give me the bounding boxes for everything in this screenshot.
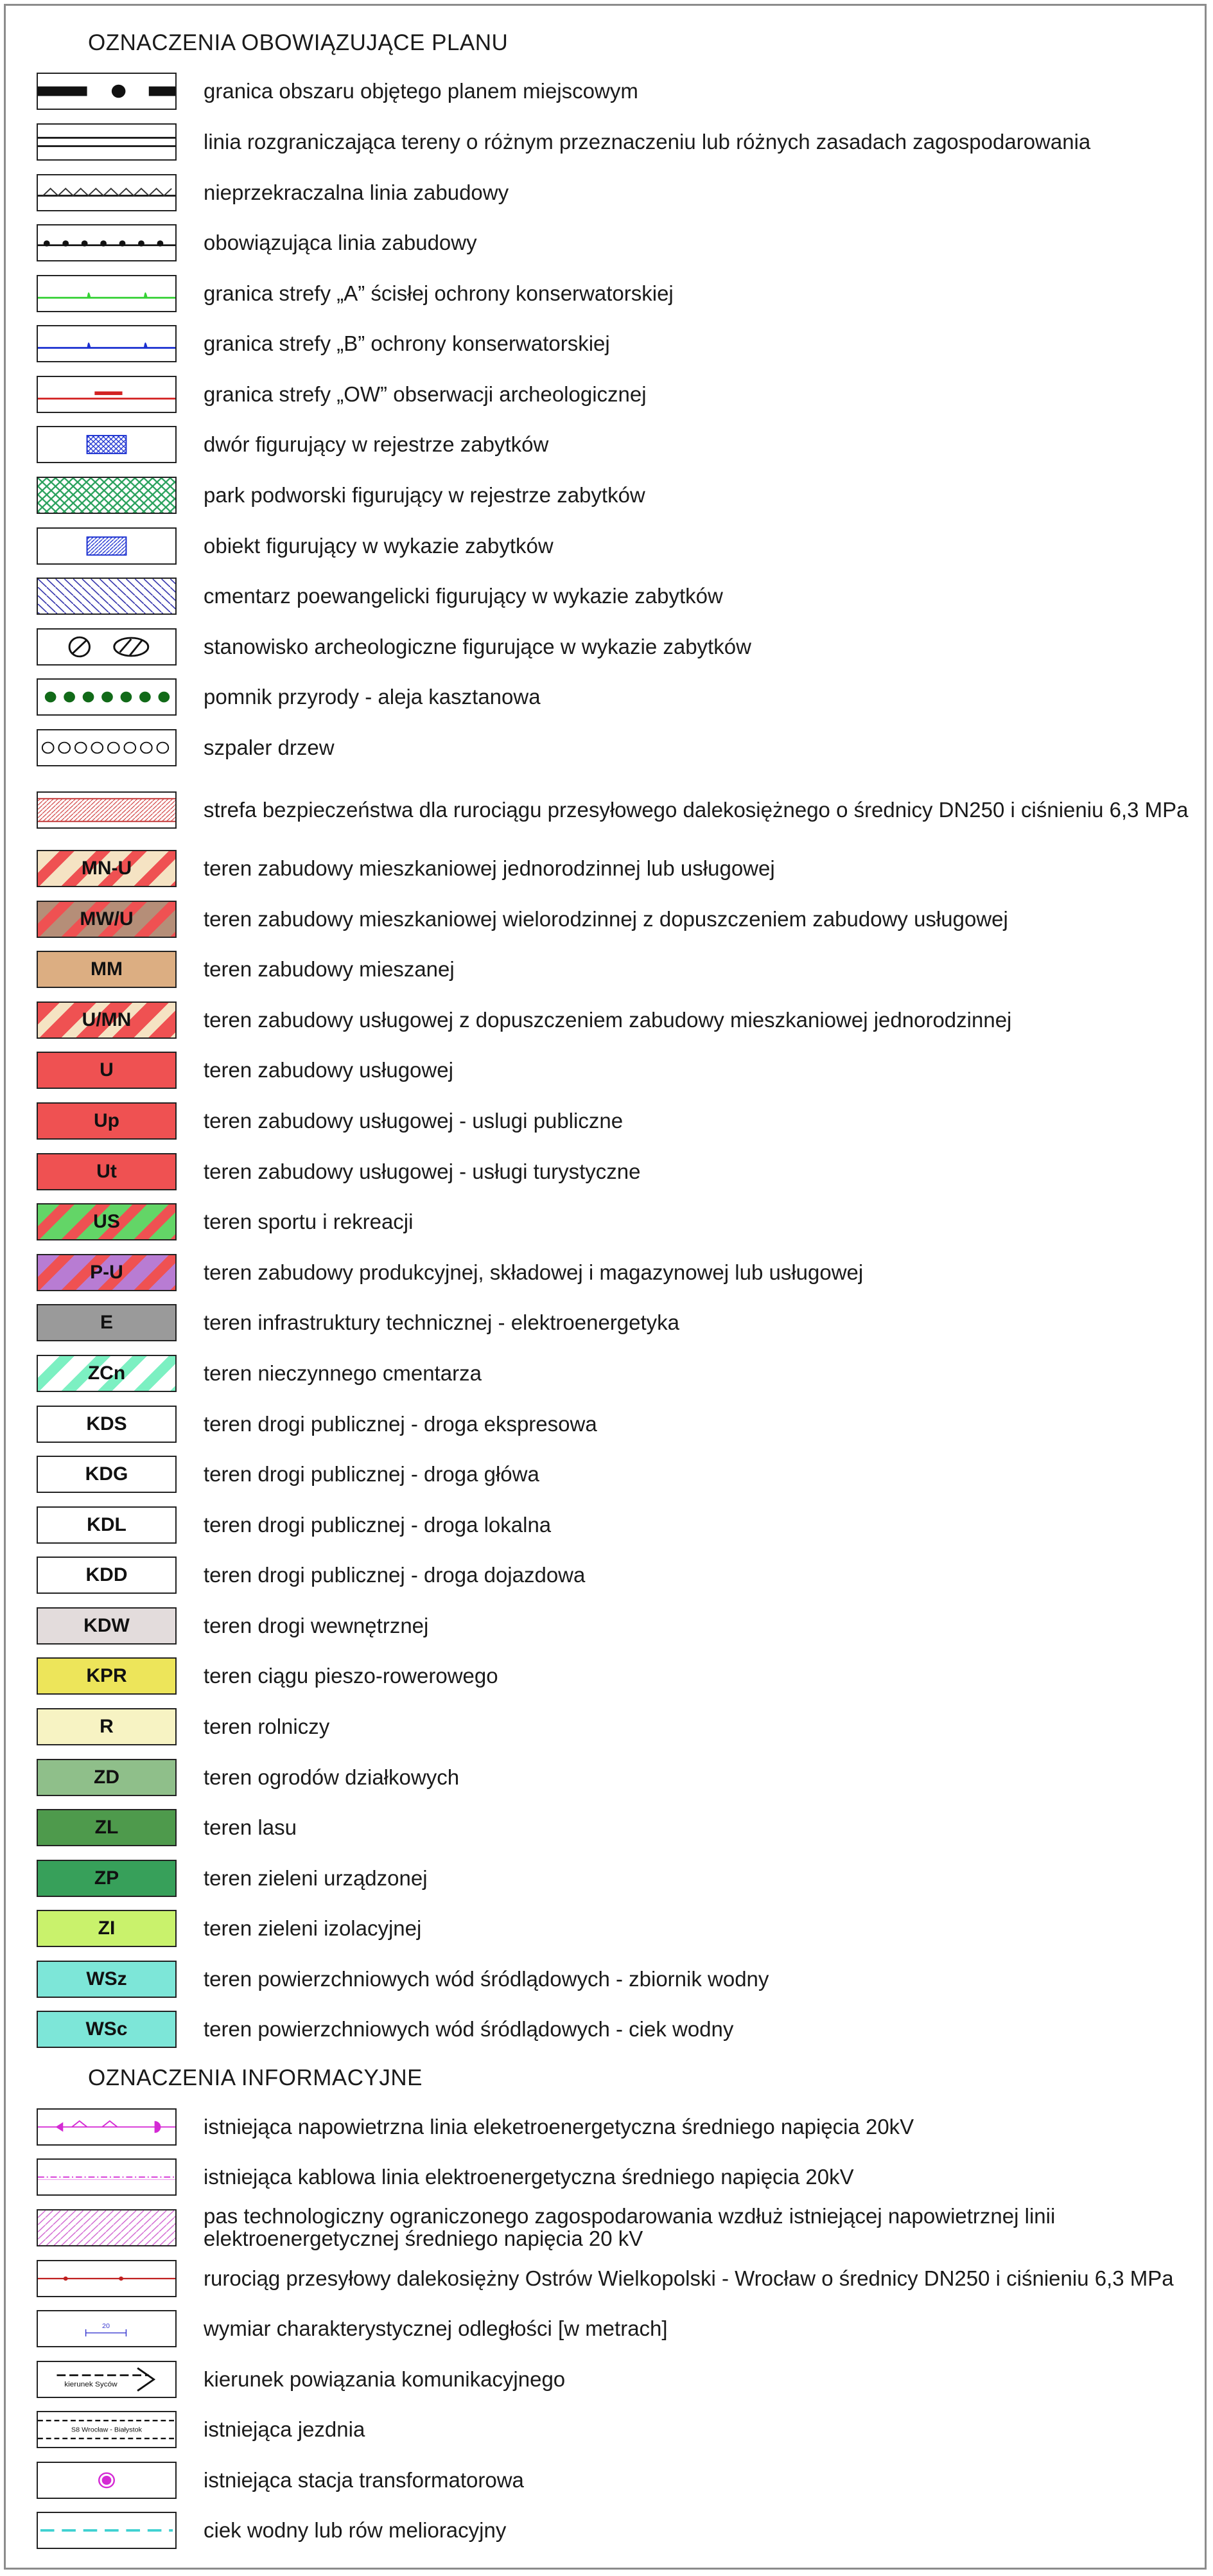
legend-label: teren zabudowy usługowej z dopuszczeniem zabudowy mieszkaniowej jednorodzinnej [204, 1007, 1012, 1032]
striped-fill-icon [37, 1254, 177, 1291]
zone-code: KPR [86, 1665, 127, 1686]
substation-icon [37, 2462, 177, 2499]
legend-row-dimension [6, 2310, 1209, 2347]
legend-label: istniejąca jezdnia [204, 2417, 365, 2441]
legend-row-zp [6, 1860, 1209, 1897]
legend-label: teren zabudowy usługowej - uslugi publiczne [204, 1108, 624, 1133]
striped-fill-icon [37, 850, 177, 887]
legend-row-up [6, 1102, 1209, 1140]
zone-code: Up [94, 1110, 119, 1131]
legend-label: teren sportu i rekreacji [204, 1209, 414, 1233]
legend-row-kdg [6, 1456, 1209, 1493]
boundary-line-icon [37, 73, 177, 110]
legend-label: pomnik przyrody - aleja kasztanowa [204, 684, 541, 709]
solid-fill-icon [37, 1961, 177, 1998]
legend-label: granica obszaru objętego planem miejscowym [204, 78, 638, 103]
legend-row-us [6, 1203, 1209, 1240]
red-hatch-icon [37, 791, 177, 829]
legend-row-kdd [6, 1557, 1209, 1594]
zone-code: E [100, 1312, 113, 1333]
legend-label: obiekt figurujący w wykazie zabytków [204, 533, 554, 558]
overhead-power-line-icon [37, 2108, 177, 2146]
legend-row-kdw [6, 1607, 1209, 1645]
zone-code: ZI [98, 1918, 116, 1939]
legend-label: dwór figurujący w rejestrze zabytków [204, 432, 549, 456]
roadway-icon [37, 2411, 177, 2448]
striped-fill-icon [37, 1203, 177, 1240]
legend-label: teren drogi publicznej - droga lokalna [204, 1512, 552, 1537]
legend-label: teren zabudowy usługowej [204, 1057, 453, 1082]
legend-label: nieprzekraczalna linia zabudowy [204, 180, 509, 204]
legend-row-kdl [6, 1506, 1209, 1544]
green-zone-line-icon [37, 275, 177, 312]
legend-label: teren drogi publicznej - droga dojazdowa [204, 1562, 586, 1587]
zone-code: U/MN [82, 1009, 132, 1030]
direction-sample-text: kierunek Syców [64, 2381, 118, 2389]
red-zone-line-icon [37, 376, 177, 413]
legend-row-nature-monument [6, 678, 1209, 716]
green-dots-icon [37, 678, 177, 716]
solid-fill-icon [37, 1860, 177, 1897]
legend-row-overhead-line [6, 2108, 1209, 2146]
legend-row-manor-register [6, 426, 1209, 463]
zone-code: US [93, 1211, 120, 1232]
legend-label: teren lasu [204, 1815, 297, 1839]
legend-row-tech-strip [6, 2204, 1209, 2250]
solid-fill-icon [37, 1506, 177, 1544]
solid-fill-icon [37, 951, 177, 988]
legend-row-e [6, 1304, 1209, 1341]
zone-code: MW/U [80, 908, 134, 930]
zone-code: MM [91, 958, 123, 980]
legend-label: granica strefy „A” ścisłej ochrony konserwatorskiej [204, 281, 674, 305]
legend-row-zl [6, 1809, 1209, 1846]
open-circles-icon [37, 729, 177, 766]
legend-label: linia rozgraniczająca tereny o różnym przeznaczeniu lub różnych zasadach zagospodarowania [204, 129, 1091, 154]
legend-row-mm [6, 951, 1209, 988]
legend-row-zone-a-boundary [6, 275, 1209, 312]
solid-fill-icon [37, 1910, 177, 1947]
zone-code: Ut [96, 1161, 117, 1182]
legend-label: teren infrastruktury technicznej - elektroenergetyka [204, 1310, 680, 1334]
solid-fill-icon [37, 1708, 177, 1745]
legend-row-u-mn [6, 1001, 1209, 1039]
solid-fill-icon [37, 1809, 177, 1846]
legend-label: granica strefy „B” ochrony konserwatorskiej [204, 331, 610, 355]
legend-label: istniejąca stacja transformatorowa [204, 2467, 524, 2492]
direction-arrow-icon [37, 2361, 177, 2398]
legend-row-substation [6, 2462, 1209, 2499]
green-crosshatch-icon [37, 477, 177, 514]
cable-power-line-icon [37, 2158, 177, 2196]
legend-row-pipeline [6, 2260, 1209, 2297]
legend-row-plan-boundary [6, 73, 1209, 110]
zone-code: ZL [94, 1817, 119, 1838]
legend-row-ut [6, 1153, 1209, 1190]
legend-row-p-u [6, 1254, 1209, 1291]
striped-fill-icon [37, 1355, 177, 1392]
double-line-icon [37, 123, 177, 161]
legend-label: teren drogi wewnętrznej [204, 1613, 429, 1637]
legend-label: teren zabudowy mieszkaniowej jednorodzinnej lub usługowej [204, 856, 775, 880]
legend-label: istniejąca kablowa linia elektroenergetyczna średniego napięcia 20kV [204, 2164, 854, 2189]
legend-row-archaeological-site [6, 628, 1209, 666]
legend-label: teren zabudowy mieszanej [204, 957, 455, 981]
zigzag-line-icon [37, 174, 177, 211]
legend-label: park podworski figurujący w rejestrze zabytków [204, 482, 645, 507]
dotted-line-icon [37, 224, 177, 261]
solid-fill-icon [37, 1456, 177, 1493]
zone-code: U [100, 1059, 114, 1081]
solid-fill-icon [37, 1557, 177, 1594]
solid-fill-icon [37, 1102, 177, 1140]
zone-code: WSz [86, 1968, 127, 1989]
zone-code: KDG [85, 1463, 128, 1485]
blue-crosshatch-icon [37, 426, 177, 463]
zone-code: R [100, 1716, 114, 1737]
solid-fill-icon [37, 1153, 177, 1190]
legend-label: granica strefy „OW” obserwacji archeologicznej [204, 382, 647, 406]
legend-row-kpr [6, 1657, 1209, 1695]
legend-label: ciek wodny lub rów melioracyjny [204, 2518, 507, 2542]
watercourse-line-icon [37, 2512, 177, 2549]
legend-row-direction [6, 2361, 1209, 2398]
dimension-sample-text: 20 [102, 2322, 110, 2330]
legend-row-cable-line [6, 2158, 1209, 2196]
legend-label: teren zabudowy usługowej - usługi turystyczne [204, 1159, 641, 1183]
legend-row-land-use-divider [6, 123, 1209, 161]
pipeline-line-icon [37, 2260, 177, 2297]
legend-row-wsz [6, 1961, 1209, 1998]
legend-label: cmentarz poewangelicki figurujący w wykazie zabytków [204, 583, 723, 608]
legend-row-roadway [6, 2411, 1209, 2448]
legend-label: obowiązująca linia zabudowy [204, 230, 477, 254]
legend-row-zd [6, 1759, 1209, 1796]
legend-row-mw-u [6, 901, 1209, 938]
legend-label: pas technologiczny ograniczonego zagospodarowania wzdłuż istniejącej napowietrznej linii elektroenergetycznej średniego napięcia 20 kV [204, 2204, 1056, 2250]
solid-fill-icon [37, 1304, 177, 1341]
legend-label: teren zabudowy mieszkaniowej wielorodzinnej z dopuszczeniem zabudowy usługowej [204, 906, 1008, 931]
legend-label: kierunek powiązania komunikacyjnego [204, 2367, 566, 2391]
solid-fill-icon [37, 1406, 177, 1443]
legend-row-non-crossable-building-line [6, 174, 1209, 211]
legend-row-watercourse [6, 2512, 1209, 2549]
legend-label: teren nieczynnego cmentarza [204, 1361, 482, 1385]
solid-fill-icon [37, 1657, 177, 1695]
legend-label: teren zieleni urządzonej [204, 1866, 428, 1890]
legend-label: teren drogi publicznej - droga główa [204, 1461, 539, 1486]
legend-label: szpaler drzew [204, 735, 335, 759]
legend-row-manor-park-register [6, 477, 1209, 514]
zone-code: P-U [90, 1262, 123, 1283]
roadway-sample-text: S8 Wrocław - Białystok [71, 2426, 143, 2434]
legend-row-mn-u [6, 850, 1209, 887]
legend-label: strefa bezpieczeństwa dla rurociągu przesyłowego dalekosiężnego o średnicy DN250 i ciśnieniu 6,3 MPa [204, 797, 1189, 822]
zone-code: ZD [94, 1767, 119, 1788]
archaeology-site-icon [37, 628, 177, 666]
legend-row-zcn [6, 1355, 1209, 1392]
legend-label: teren rolniczy [204, 1714, 330, 1738]
legend-row-pipeline-safety-zone [6, 791, 1209, 829]
zone-code: WSc [85, 2018, 128, 2040]
zone-code: KDW [83, 1615, 130, 1636]
zone-code: ZCn [87, 1363, 126, 1384]
solid-fill-icon [37, 1607, 177, 1645]
blue-zone-line-icon [37, 325, 177, 362]
diagonal-hatch-icon [37, 578, 177, 615]
magenta-hatch-icon [37, 2209, 177, 2246]
plan-legend-title: OZNACZENIA OBOWIĄZUJĄCE PLANU [88, 30, 509, 55]
legend-frame [4, 4, 1207, 2570]
solid-fill-icon [37, 1052, 177, 1089]
zone-code: ZP [94, 1867, 119, 1889]
info-legend-title: OZNACZENIA INFORMACYJNE [88, 2065, 423, 2090]
legend-label: teren ciągu pieszo-rowerowego [204, 1663, 498, 1688]
legend-label: stanowisko archeologiczne figurujące w wykazie zabytków [204, 634, 751, 658]
legend-label: teren zieleni izolacyjnej [204, 1916, 422, 1940]
legend-row-tree-row [6, 729, 1209, 766]
striped-fill-icon [37, 1001, 177, 1039]
solid-fill-icon [37, 1759, 177, 1796]
legend-row-zone-b-boundary [6, 325, 1209, 362]
legend-row-wsc [6, 2011, 1209, 2048]
legend-label: teren powierzchniowych wód śródlądowych - zbiornik wodny [204, 1966, 769, 1991]
legend-label: wymiar charakterystycznej odległości [w metrach] [204, 2316, 668, 2340]
legend-row-r [6, 1708, 1209, 1745]
legend-label: teren ogrodów działkowych [204, 1765, 460, 1789]
legend-label: istniejąca napowietrzna linia eleketroenergetyczna średniego napięcia 20kV [204, 2114, 914, 2139]
legend-label: rurociąg przesyłowy dalekosiężny Ostrów Wielkopolski - Wrocław o średnicy DN250 i ciśnieniu 6,3 MPa [204, 2266, 1174, 2290]
legend-row-zone-ow-boundary [6, 376, 1209, 413]
zone-code: KDS [86, 1413, 127, 1434]
striped-fill-icon [37, 901, 177, 938]
legend-label: teren drogi publicznej - droga ekspresowa [204, 1411, 597, 1436]
legend-row-kds [6, 1406, 1209, 1443]
solid-fill-icon [37, 2011, 177, 2048]
legend-row-zi [6, 1910, 1209, 1947]
legend-label: teren powierzchniowych wód śródlądowych - ciek wodny [204, 2016, 734, 2041]
legend-label: teren zabudowy produkcyjnej, składowej i magazynowej lub usługowej [204, 1260, 864, 1284]
zone-code: KDD [85, 1564, 128, 1585]
legend-row-u [6, 1052, 1209, 1089]
dimension-icon [37, 2310, 177, 2347]
blue-hatch-icon [37, 527, 177, 565]
legend-row-mandatory-building-line [6, 224, 1209, 261]
legend-row-evangelical-cemetery [6, 578, 1209, 615]
zone-code: KDL [87, 1514, 127, 1535]
zone-code: MN-U [81, 858, 132, 879]
legend-row-object-monument-list [6, 527, 1209, 565]
